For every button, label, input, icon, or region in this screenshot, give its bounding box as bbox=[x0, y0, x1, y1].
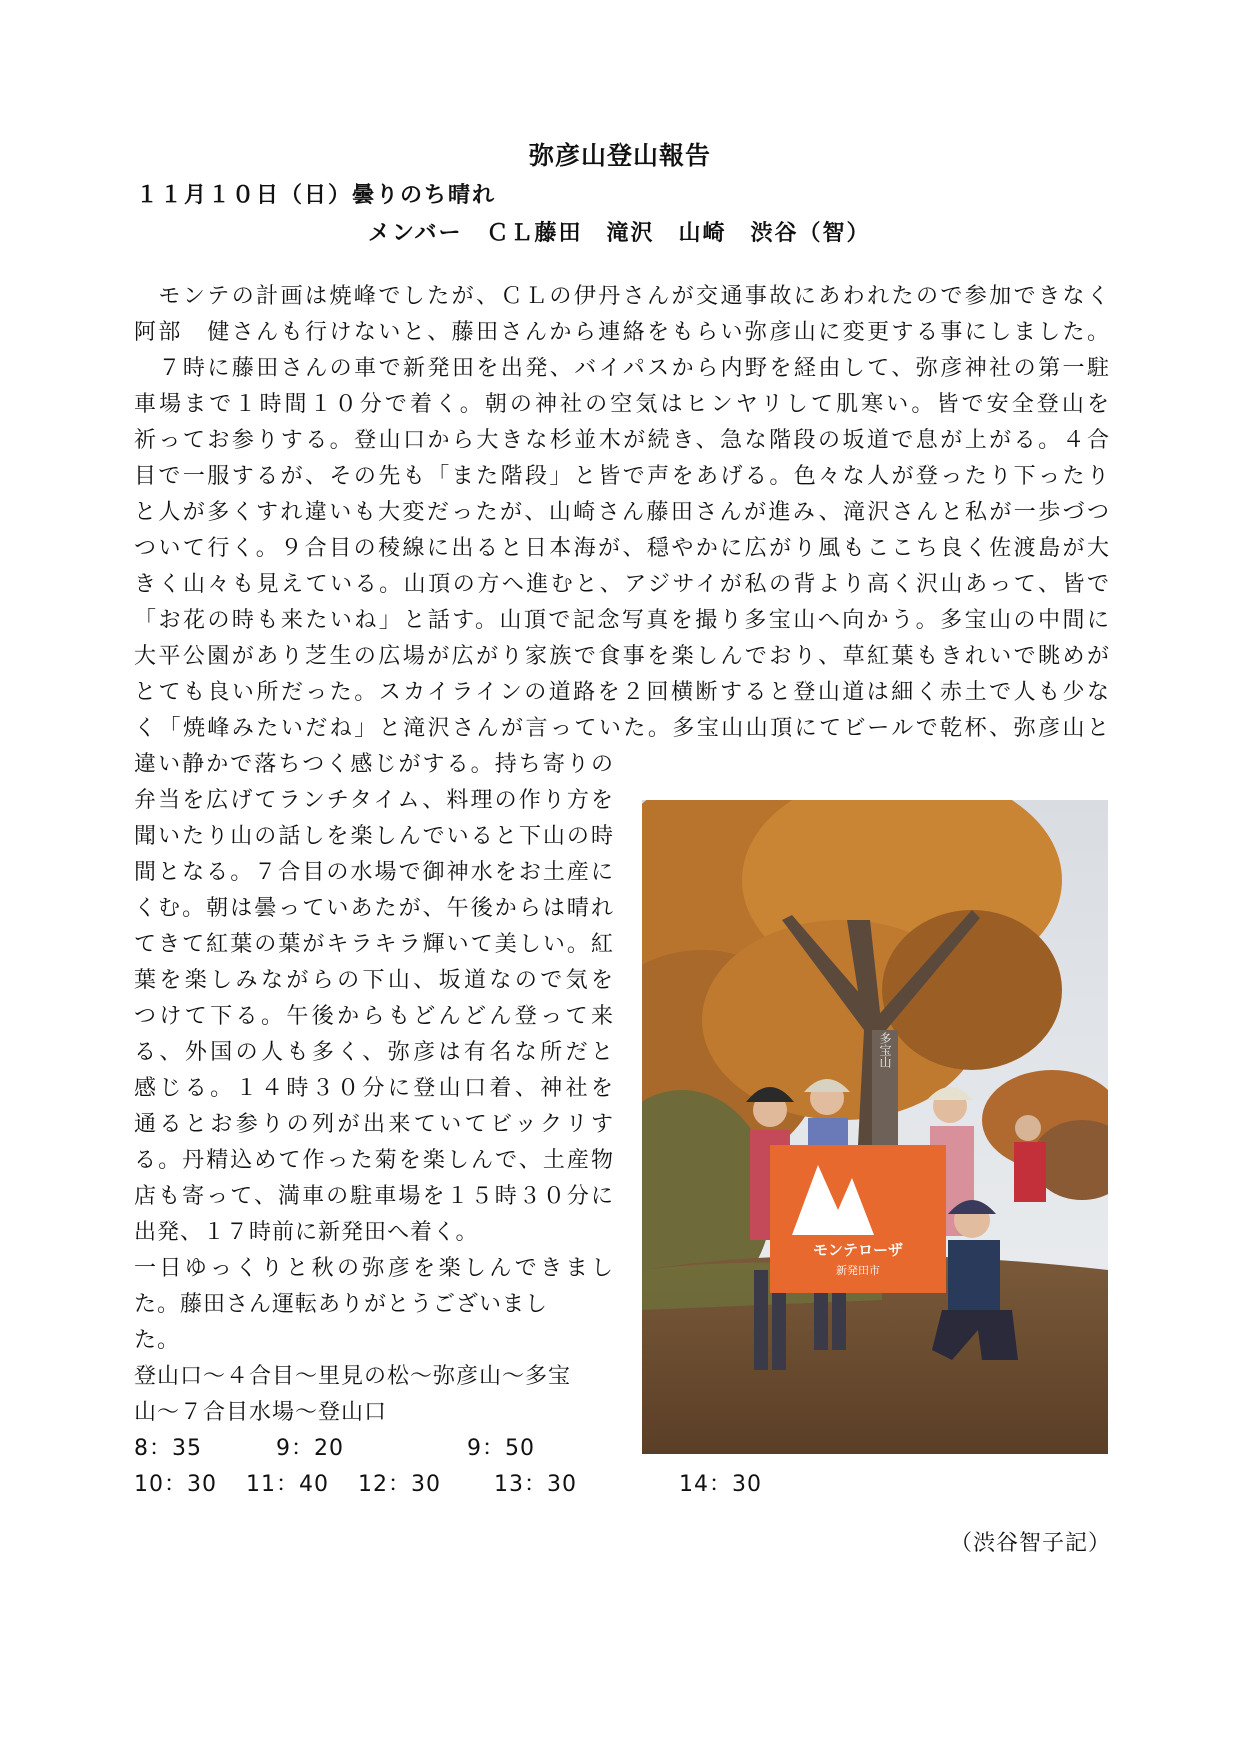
body-line: モンテの計画は焼峰でしたが、ＣＬの伊丹さんが交通事故にあわれたので参加できなく bbox=[134, 284, 1110, 309]
route-line: 山～７合目水場～登山口 bbox=[134, 1400, 388, 1425]
body-line: 店も寄って、満車の駐車場を１５時３０分に bbox=[134, 1184, 614, 1209]
time-value: 14：30 bbox=[679, 1472, 762, 1497]
body-line: 間となる。７合目の水場で御神水をお土産に bbox=[134, 860, 614, 885]
body-line: た。 bbox=[134, 1328, 181, 1353]
body-line: 大平公園があり芝生の広場が広がり家族で食事を楽しんでおり、草紅葉もきれいで眺めが bbox=[134, 644, 1110, 669]
body-line: てきて紅葉の葉がキラキラ輝いて美しい。紅 bbox=[134, 932, 614, 957]
report-title: 弥彦山登山報告 bbox=[528, 141, 711, 170]
body-line: くむ。朝は曇っていあたが、午後からは晴れ bbox=[134, 896, 614, 921]
body-line: 感じる。１４時３０分に登山口着、神社を bbox=[134, 1076, 614, 1101]
time-value: 12：30 bbox=[358, 1472, 441, 1497]
flag-subtext: 新発田市 bbox=[836, 1264, 880, 1277]
flag-text: モンテローザ bbox=[812, 1241, 904, 1259]
body-line: 車場まで１時間１０分で着く。朝の神社の空気はヒンヤリして肌寒い。皆で安全登山を bbox=[134, 392, 1110, 417]
body-line: 聞いたり山の話しを楽しんでいると下山の時 bbox=[134, 824, 614, 849]
body-line: 阿部 健さんも行けないと、藤田さんから連絡をもらい弥彦山に変更する事にしました。 bbox=[134, 320, 1110, 345]
body-line: きく山々も見えている。山頂の方へ進むと、アジサイが私の背より高く沢山あって、皆で bbox=[134, 572, 1110, 597]
route-line: 登山口～４合目～里見の松～弥彦山～多宝 bbox=[134, 1364, 572, 1389]
body-line: た。藤田さん運転ありがとうございまし bbox=[134, 1292, 549, 1317]
time-value: 13：30 bbox=[494, 1472, 577, 1497]
body-line: 通るとお参りの列が出来ていてビックリす bbox=[134, 1112, 614, 1137]
body-line: 目で一服するが、その先も「また階段」と皆で声をあげる。色々な人が登ったり下ったり bbox=[134, 464, 1110, 489]
body-line: 弁当を広げてランチタイム、料理の作り方を bbox=[134, 788, 614, 813]
member-list: メンバー ＣＬ藤田 滝沢 山崎 渋谷（智） bbox=[368, 221, 871, 246]
author-credit: （渋谷智子記） bbox=[950, 1531, 1112, 1556]
body-line: と人が多くすれ違いも大変だったが、山崎さん藤田さんが進み、滝沢さんと私が一歩づつ bbox=[134, 500, 1110, 525]
signpost-label: 多宝山 bbox=[878, 1032, 892, 1068]
group-photo bbox=[642, 800, 1108, 1454]
date-weather: １１月１０日（日）曇りのち晴れ bbox=[136, 183, 497, 208]
club-flag bbox=[770, 1145, 946, 1293]
body-line: く「焼峰みたいだね」と滝沢さんが言っていた。多宝山山頂にてビールで乾杯、弥彦山と bbox=[134, 716, 1110, 741]
time-value: 11：40 bbox=[246, 1472, 329, 1497]
body-line: とても良い所だった。スカイラインの道路を２回横断すると登山道は細く赤土で人も少な bbox=[134, 680, 1110, 705]
times-row-2 bbox=[134, 1470, 1110, 1500]
body-line: 「お花の時も来たいね」と話す。山頂で記念写真を撮り多宝山へ向かう。多宝山の中間に bbox=[134, 608, 1110, 633]
body-line: 葉を楽しみながらの下山、坂道なので気を bbox=[134, 968, 614, 993]
body-line: る。丹精込めて作った菊を楽しんで、土産物 bbox=[134, 1148, 614, 1173]
body-line: る、外国の人も多く、弥彦は有名な所だと bbox=[134, 1040, 614, 1065]
body-line: ついて行く。９合目の稜線に出ると日本海が、穏やかに広がり風もここち良く佐渡島が大 bbox=[134, 536, 1110, 561]
body-line: つけて下る。午後からもどんどん登って来 bbox=[134, 1004, 614, 1029]
time-value: 10：30 bbox=[134, 1472, 217, 1497]
body-line: 違い静かで落ちつく感じがする。持ち寄りの bbox=[134, 752, 614, 777]
body-line: 祈ってお参りする。登山口から大きな杉並木が続き、急な階段の坂道で息が上がる。４合 bbox=[134, 428, 1110, 453]
body-line: 一日ゆっくりと秋の弥彦を楽しんできまし bbox=[134, 1256, 614, 1281]
time-value: 9：50 bbox=[467, 1436, 535, 1461]
body-line: 出発、１７時前に新発田へ着く。 bbox=[134, 1220, 479, 1245]
time-value: 9：20 bbox=[276, 1436, 344, 1461]
body-line: ７時に藤田さんの車で新発田を出発、バイパスから内野を経由して、弥彦神社の第一駐 bbox=[134, 356, 1110, 381]
time-value: 8：35 bbox=[134, 1436, 202, 1461]
